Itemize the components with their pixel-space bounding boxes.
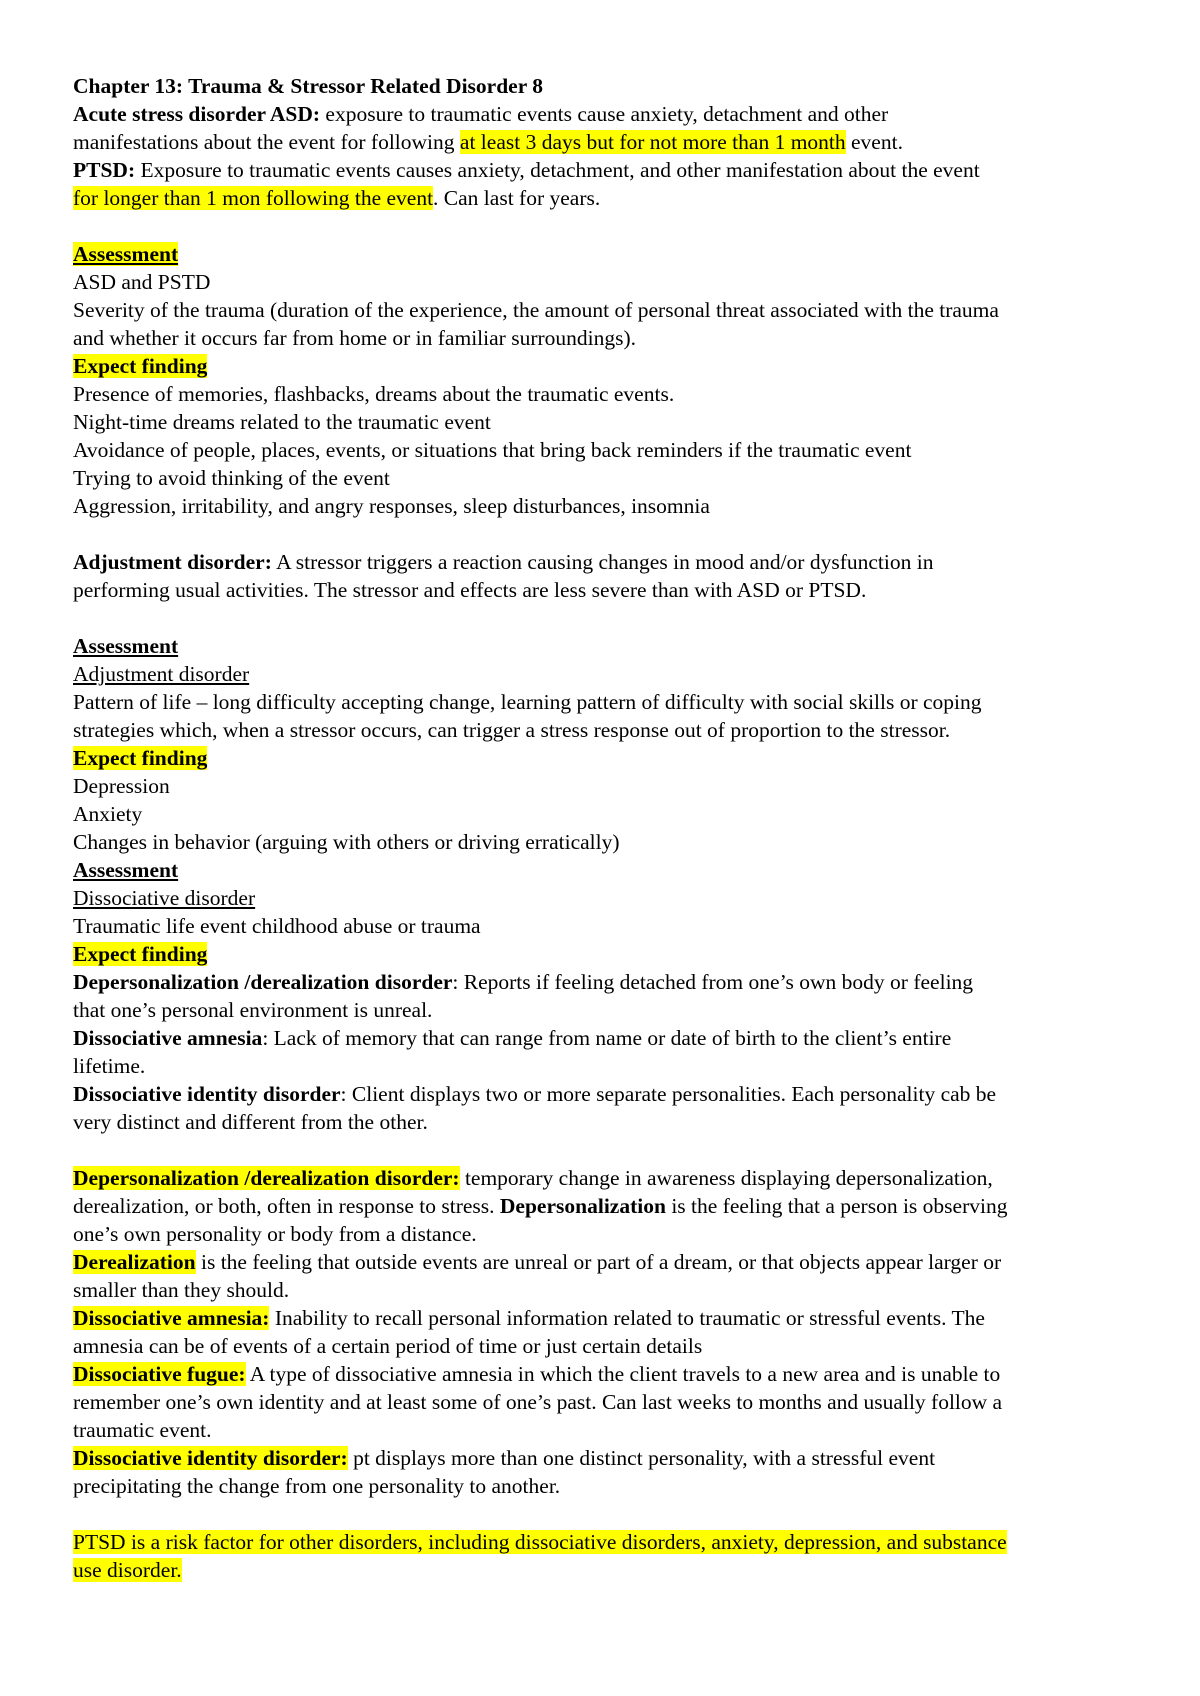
ptsd-definition: PTSD: Exposure to traumatic events causes anxiety, detachment, and other manifestation about the event bbox=[73, 158, 980, 182]
finding-item: Night-time dreams related to the traumatic event bbox=[73, 410, 491, 434]
assessment-line: Severity of the trauma (duration of the experience, the amount of personal threat associated with the trauma bbox=[73, 298, 999, 322]
ptsd-term: PTSD: bbox=[73, 158, 136, 182]
def-depersonalization-cont: derealization, or both, often in response to stress. Depersonalization is the feeling that a person is observing bbox=[73, 1194, 1008, 1218]
finding-amnesia: Dissociative amnesia: Lack of memory that can range from name or date of birth to the client’s entire bbox=[73, 1026, 952, 1050]
adjustment-definition: Adjustment disorder: A stressor triggers a reaction causing changes in mood and/or dysfunction in bbox=[73, 550, 934, 574]
assessment-subject-3: Dissociative disorder bbox=[73, 886, 256, 910]
finding-item: Avoidance of people, places, events, or situations that bring back reminders if the traumatic event bbox=[73, 438, 912, 462]
assessment-heading-1: Assessment bbox=[73, 242, 179, 266]
def-identity-cont: precipitating the change from one personality to another. bbox=[73, 1474, 561, 1498]
assessment-line: and whether it occurs far from home or in familiar surroundings). bbox=[73, 326, 637, 350]
assessment-heading-2: Assessment bbox=[73, 634, 179, 658]
assessment-heading-3: Assessment bbox=[73, 858, 179, 882]
page-title: Chapter 13: Trauma & Stressor Related Disorder 8 bbox=[73, 74, 543, 98]
finding-item: Depression bbox=[73, 774, 170, 798]
finding-amnesia-cont: lifetime. bbox=[73, 1054, 146, 1078]
def-depersonalization-cont: one’s own personality or body from a distance. bbox=[73, 1222, 477, 1246]
expect-finding-heading-1: Expect finding bbox=[73, 354, 208, 378]
assessment-line: Traumatic life event childhood abuse or trauma bbox=[73, 914, 481, 938]
def-derealization: Derealization is the feeling that outside events are unreal or part of a dream, or that objects appear larger or bbox=[73, 1250, 1002, 1274]
expect-finding-heading-3: Expect finding bbox=[73, 942, 208, 966]
def-amnesia-cont: amnesia can be of events of a certain period of time or just certain details bbox=[73, 1334, 703, 1358]
asd-duration-highlight: at least 3 days but for not more than 1 month bbox=[459, 130, 846, 154]
finding-item: Trying to avoid thinking of the event bbox=[73, 466, 390, 490]
adjustment-term: Adjustment disorder: bbox=[73, 550, 272, 574]
def-identity: Dissociative identity disorder: pt displays more than one distinct personality, with a stressful event bbox=[73, 1446, 936, 1470]
asd-definition-cont: manifestations about the event for following at least 3 days but for not more than 1 month event. bbox=[73, 130, 903, 154]
ptsd-definition-cont: for longer than 1 mon following the event. Can last for years. bbox=[73, 186, 601, 210]
ptsd-duration-highlight: for longer than 1 mon following the event bbox=[73, 186, 434, 210]
asd-term: Acute stress disorder ASD: bbox=[73, 102, 321, 126]
expect-finding-heading-2: Expect finding bbox=[73, 746, 208, 770]
def-fugue: Dissociative fugue: A type of dissociative amnesia in which the client travels to a new area and is unable to bbox=[73, 1362, 1001, 1386]
asd-definition: Acute stress disorder ASD: exposure to traumatic events cause anxiety, detachment and other bbox=[73, 102, 889, 126]
assessment-subject-2: Adjustment disorder bbox=[73, 662, 250, 686]
document-page bbox=[73, 72, 1153, 1584]
assessment-subject-1: ASD and PSTD bbox=[73, 270, 211, 294]
def-depersonalization: Depersonalization /derealization disorder: temporary change in awareness displaying depersonalization, bbox=[73, 1166, 993, 1190]
finding-item: Changes in behavior (arguing with others or driving erratically) bbox=[73, 830, 620, 854]
adjustment-definition-cont: performing usual activities. The stressor and effects are less severe than with ASD or PTSD. bbox=[73, 578, 867, 602]
finding-item: Aggression, irritability, and angry responses, sleep disturbances, insomnia bbox=[73, 494, 710, 518]
finding-item: Anxiety bbox=[73, 802, 143, 826]
def-amnesia: Dissociative amnesia: Inability to recall personal information related to traumatic or stressful events. The bbox=[73, 1306, 985, 1330]
def-fugue-cont: remember one’s own identity and at least some of one’s past. Can last weeks to months and usually follow a bbox=[73, 1390, 1003, 1414]
finding-depersonalization-cont: that one’s personal environment is unreal. bbox=[73, 998, 433, 1022]
finding-identity: Dissociative identity disorder: Client displays two or more separate personalities. Each personality cab be bbox=[73, 1082, 997, 1106]
finding-item: Presence of memories, flashbacks, dreams about the traumatic events. bbox=[73, 382, 675, 406]
assessment-line: strategies which, when a stressor occurs, can trigger a stress response out of proportion to the stressor. bbox=[73, 718, 951, 742]
risk-note-cont: use disorder. bbox=[73, 1558, 182, 1582]
finding-identity-cont: very distinct and different from the other. bbox=[73, 1110, 428, 1134]
finding-depersonalization: Depersonalization /derealization disorder: Reports if feeling detached from one’s own body or feeling bbox=[73, 970, 974, 994]
def-fugue-cont: traumatic event. bbox=[73, 1418, 212, 1442]
risk-note: PTSD is a risk factor for other disorders, including dissociative disorders, anxiety, depression, and substance bbox=[73, 1530, 1007, 1554]
assessment-line: Pattern of life – long difficulty accepting change, learning pattern of difficulty with social skills or coping bbox=[73, 690, 982, 714]
def-derealization-cont: smaller than they should. bbox=[73, 1278, 290, 1302]
